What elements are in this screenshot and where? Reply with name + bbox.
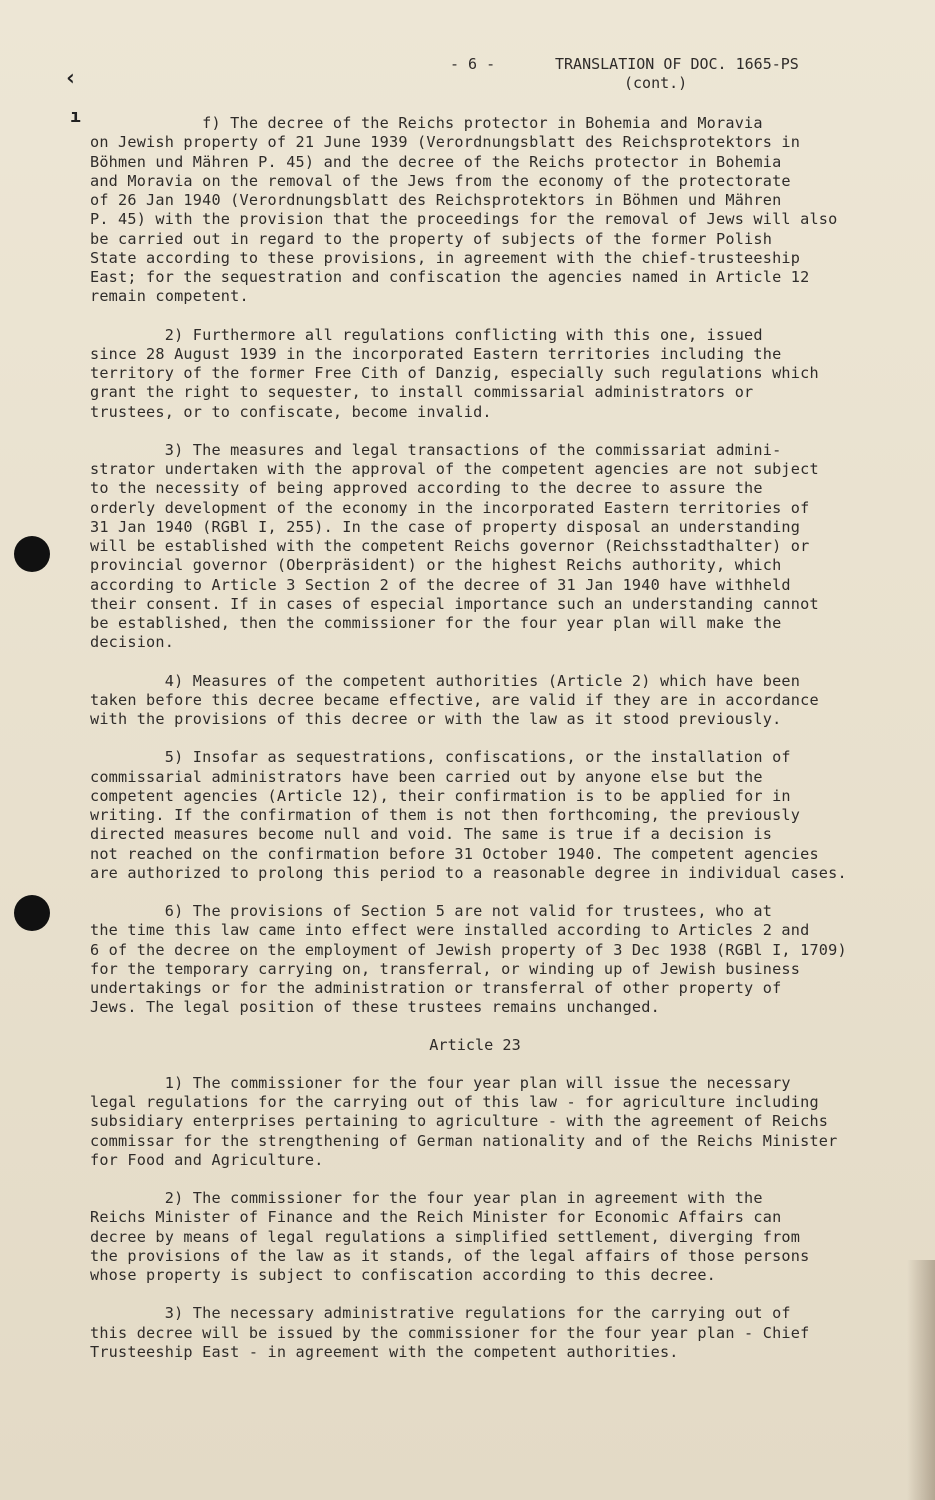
paragraph-6: 6) The provisions of Section 5 are not valid for trustees, who at the time this law came into effect were installed according to Articles 2 and 6 of the decree on the employment of Jewish property of 3 Dec 1938 (RGBl I, 1709) for the temporary carrying on, transferral, or winding up of Jewish business undertakings or for the administration or transferral of other property of Jews. The legal position of these trustees remains unchanged. [90,902,847,1017]
paragraph-f: f) The decree of the Reichs protector in Bohemia and Moravia on Jewish property of 21 June 1939 (Verordnungsblatt des Reichsprotektors in Böhmen und Mähren P. 45) and the decree of the Reichs protector in Bohemia and Moravia on the removal of the Jews from the economy of the protectorate of 26 Jan 1940 (Verordnungsblatt des Reichsprotektors in Böhmen und Mähren P. 45) with the provision that the proceedings for the removal of Jews will also be carried out in regard to the property of subjects of the former Polish State according to these provisions, in agreement with the chief-trusteeship East; for the sequestration and confiscation the agencies named in Article 12 remain competent. [90,114,838,306]
paragraph-2: 2) Furthermore all regulations conflicting with this one, issued since 28 August 1939 in the incorporated Eastern territories including the territory of the former Free Cith of Danzig, especially such regulations which grant the right to sequester, to install commissarial administrators or trustees, or to confiscate, become invalid. [90,325,819,421]
margin-mark-second: ı [70,106,81,127]
margin-mark-top: ‹ [64,66,78,91]
document-title [555,55,799,93]
document-title-text: TRANSLATION OF DOC. 1665-PS [555,55,799,73]
page-number: - 6 - [450,55,496,73]
article-paragraph-2: 2) The commissioner for the four year plan in agreement with the Reichs Minister of Finance and the Reich Minister for Economic Affairs can decree by means of legal regulations a simplified settlement, diverging from the provisions of the law as it stands, of the legal affairs of those persons whose property is subject to confiscation according to this decree. [90,1189,810,1284]
article-heading: Article 23 [429,1035,521,1054]
paragraph-4: 4) Measures of the competent authorities (Article 2) which have been taken before this decree became effective, are valid if they are in accordance with the provisions of this decree or with the law as it stood previously. [90,671,819,728]
document-body [90,114,875,1362]
punch-hole-top [14,536,50,572]
punch-hole-bottom [14,895,50,931]
article-paragraph-3: 3) The necessary administrative regulations for the carrying out of this decree will be issued by the commissioner for the four year plan - Chief Trusteeship East - in agreement with the competent authorities. [90,1304,810,1361]
paragraph-3: 3) The measures and legal transactions of the commissariat admini- strator undertaken with the approval of the competent agencies are not subject to the necessity of being approved according to the decree to assure the orderly development of the economy in the incorporated Eastern territories of 31 Jan 1940 (RGBl I, 255). In the case of property disposal an understanding will be established with the competent Reichs governor (Reichsstadthalter) or provincial governor (Oberpräsident) or the highest Reichs authority, which according to Article 3 Section 2 of the decree of 31 Jan 1940 have withheld their consent. If in cases of especial importance such an understanding cannot be established, then the commissioner for the four year plan will make the decision. [90,440,819,652]
paragraph-5: 5) Insofar as sequestrations, confiscations, or the installation of commissarial administrators have been carried out by anyone else but the competent agencies (Article 12), their confirmation is to be applied for in writing. If the confirmation of them is not then forthcoming, the previously directed measures become null and void. The same is true if a decision is not reached on the confirmation before 31 October 1940. The competent agencies are authorized to prolong this period to a reasonable degree in individual cases. [90,748,847,882]
continued-label: (cont.) [624,74,688,92]
article-paragraph-1: 1) The commissioner for the four year plan will issue the necessary legal regulations for the carrying out of this law - for agriculture including subsidiary enterprises pertaining to agriculture - with the agreement of Reichs commissar for the strengthening of German nationality and of the Reichs Minister for Food and Agriculture. [90,1073,838,1169]
